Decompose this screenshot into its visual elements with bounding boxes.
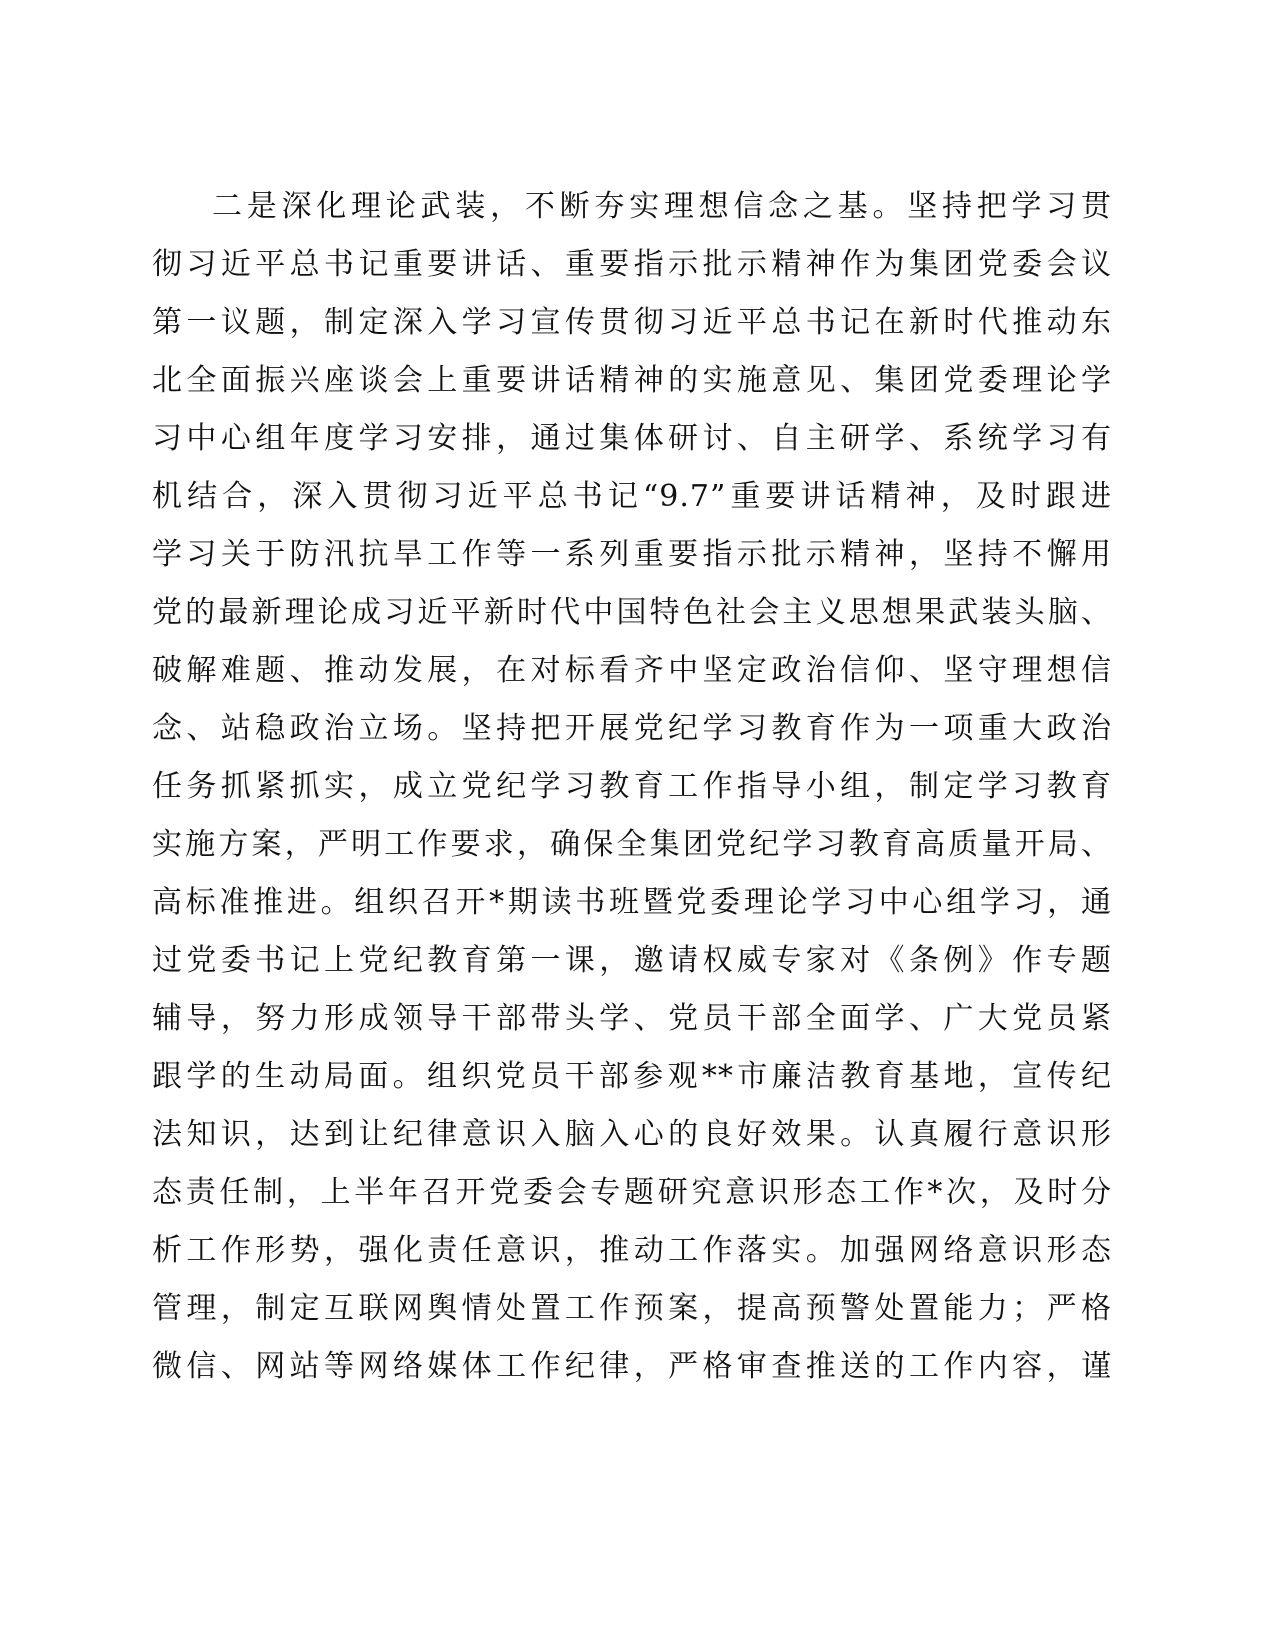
paragraph-line: 跟学的生动局面。组织党员干部参观**市廉洁教育基地，宣传纪 bbox=[152, 1059, 1112, 1094]
paragraph-line: 北全面振兴座谈会上重要讲话精神的实施意见、集团党委理论学 bbox=[152, 363, 1112, 398]
paragraph-line: 管理，制定互联网舆情处置工作预案，提高预警处置能力；严格 bbox=[152, 1291, 1112, 1326]
paragraph-line: 实施方案，严明工作要求，确保全集团党纪学习教育高质量开局、 bbox=[152, 827, 1112, 862]
paragraph-line: 破解难题、推动发展，在对标看齐中坚定政治信仰、坚守理想信 bbox=[152, 653, 1112, 688]
paragraph-line: 态责任制，上半年召开党委会专题研究意识形态工作*次，及时分 bbox=[152, 1175, 1112, 1210]
body-paragraph bbox=[152, 178, 1112, 1396]
paragraph-line: 学习关于防汛抗旱工作等一系列重要指示批示精神，坚持不懈用 bbox=[152, 537, 1112, 572]
paragraph-line: 第一议题，制定深入学习宣传贯彻习近平总书记在新时代推动东 bbox=[152, 305, 1112, 340]
paragraph-line: 辅导，努力形成领导干部带头学、党员干部全面学、广大党员紧 bbox=[152, 1001, 1112, 1036]
paragraph-line: 任务抓紧抓实，成立党纪学习教育工作指导小组，制定学习教育 bbox=[152, 769, 1112, 804]
paragraph-line: 习中心组年度学习安排，通过集体研讨、自主研学、系统学习有 bbox=[152, 421, 1112, 456]
paragraph-line: 机结合，深入贯彻习近平总书记“9.7”重要讲话精神，及时跟进 bbox=[152, 479, 1112, 514]
paragraph-line: 微信、网站等网络媒体工作纪律，严格审查推送的工作内容，谨 bbox=[152, 1349, 1112, 1384]
paragraph-line: 念、站稳政治立场。坚持把开展党纪学习教育作为一项重大政治 bbox=[152, 711, 1112, 746]
paragraph-line: 析工作形势，强化责任意识，推动工作落实。加强网络意识形态 bbox=[152, 1233, 1112, 1268]
paragraph-line: 过党委书记上党纪教育第一课，邀请权威专家对《条例》作专题 bbox=[152, 943, 1112, 978]
paragraph-line: 二是深化理论武装，不断夯实理想信念之基。坚持把学习贯 bbox=[212, 189, 1112, 224]
paragraph-line: 高标准推进。组织召开*期读书班暨党委理论学习中心组学习，通 bbox=[152, 885, 1112, 920]
paragraph-line: 彻习近平总书记重要讲话、重要指示批示精神作为集团党委会议 bbox=[152, 247, 1112, 282]
paragraph-line: 法知识，达到让纪律意识入脑入心的良好效果。认真履行意识形 bbox=[152, 1117, 1112, 1152]
paragraph-line: 党的最新理论成习近平新时代中国特色社会主义思想果武装头脑、 bbox=[152, 595, 1112, 630]
